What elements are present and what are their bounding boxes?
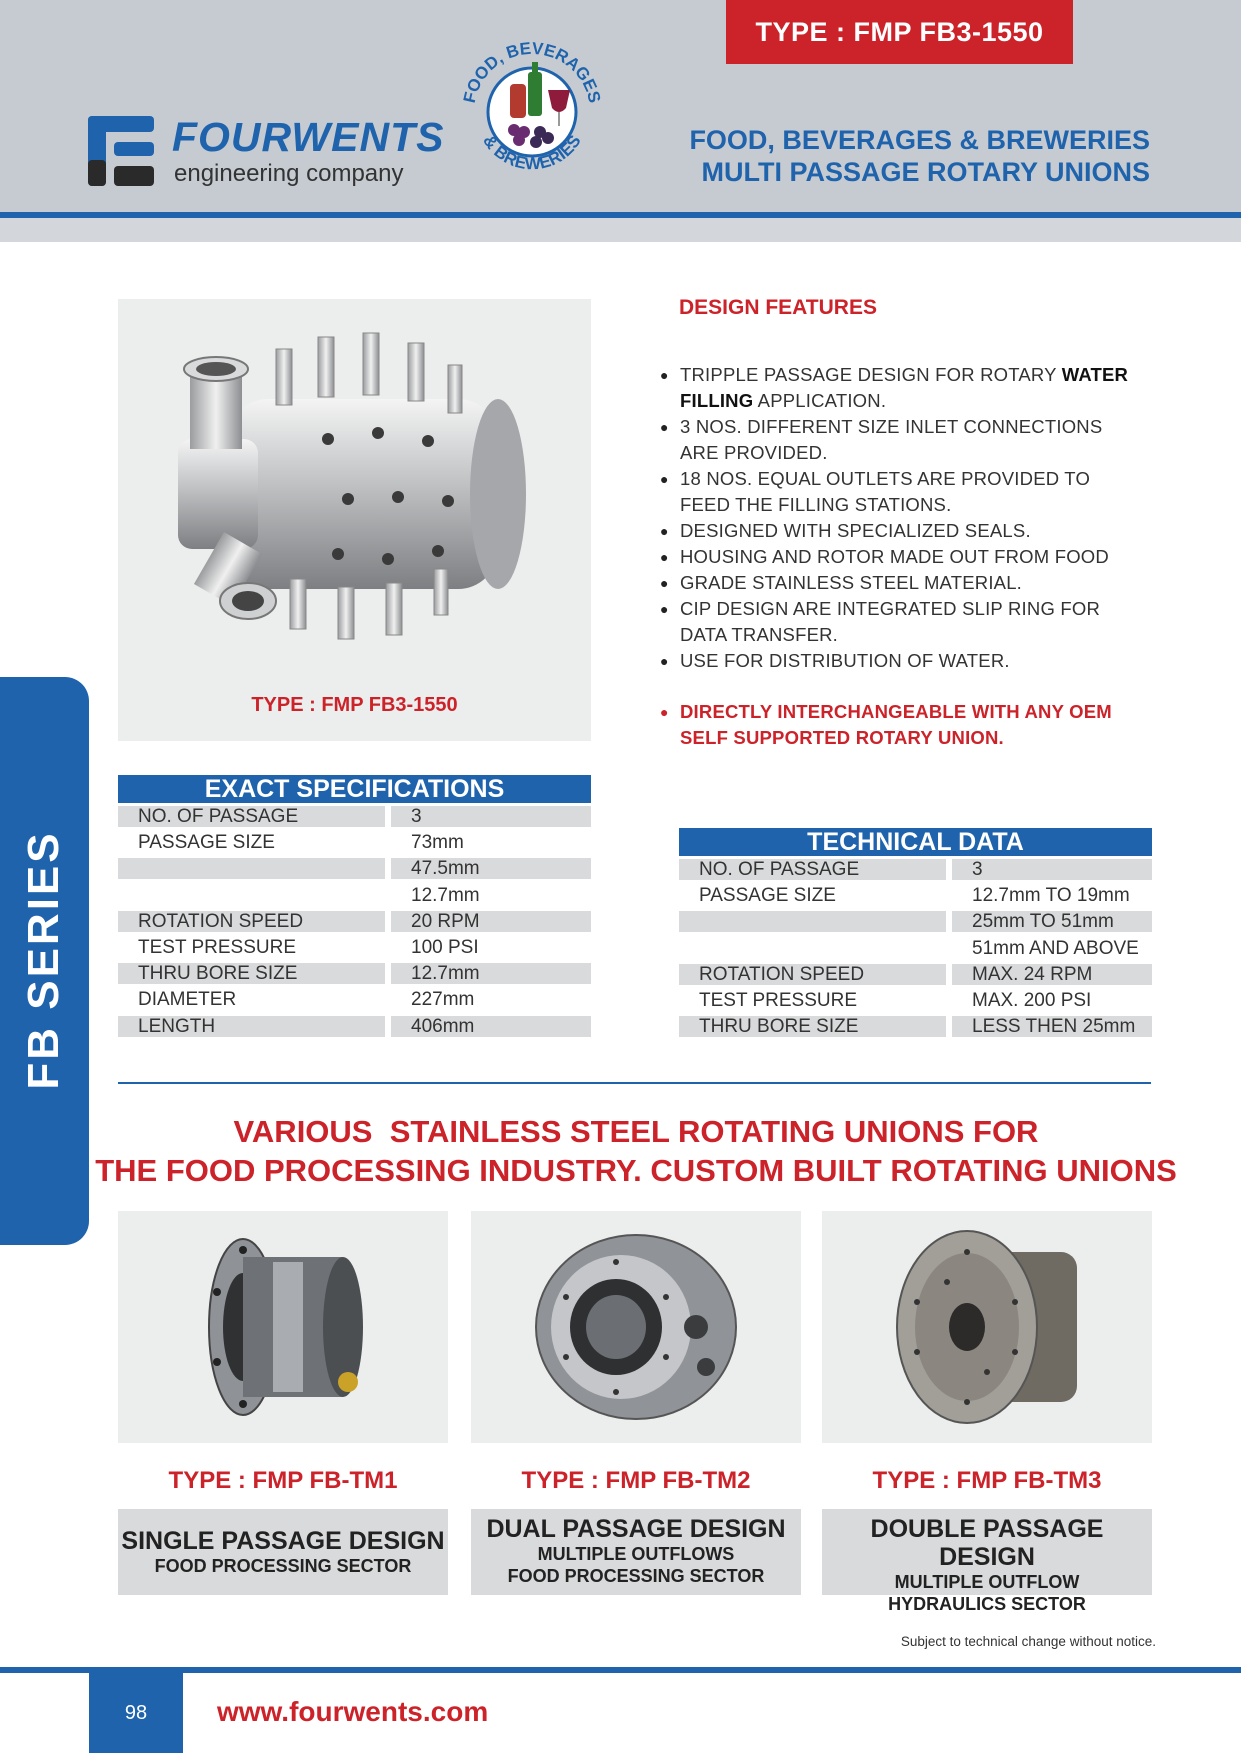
feature-item: ● TRIPPLE PASSAGE DESIGN FOR ROTARY WATER FILLING APPLICATION. (660, 362, 1140, 414)
product-photo (471, 1211, 801, 1443)
rotary-union-image (158, 329, 558, 669)
spec-row (118, 882, 591, 908)
product-type-label: TYPE : FMP FB-TM3 (872, 1467, 1102, 1494)
feature-item: ● HOUSING AND ROTOR MADE OUT FROM FOOD (660, 544, 1140, 570)
spec-value: 47.5mm (391, 858, 591, 879)
spec-label: THRU BORE SIZE (118, 963, 385, 984)
company-logo (88, 114, 445, 188)
spec-row (679, 961, 1152, 987)
feature-item: ● GRADE STAINLESS STEEL MATERIAL. (660, 570, 1140, 596)
spec-label: ROTATION SPEED (679, 964, 946, 985)
spec-row (679, 856, 1152, 882)
main-product-caption: TYPE : FMP FB3-1550 (251, 694, 458, 716)
page-number: 98 (89, 1673, 183, 1753)
feature-item: ● CIP DESIGN ARE INTEGRATED SLIP RING FOR DATA TRANSFER. (660, 596, 1140, 648)
technical-data-table (679, 828, 1152, 1039)
spec-label (679, 938, 946, 959)
various-heading-line1: VARIOUS STAINLESS STEEL ROTATING UNIONS FOR (233, 1114, 1039, 1149)
spec-row (118, 908, 591, 934)
header-title-line1: FOOD, BEVERAGES & BREWERIES (689, 125, 1150, 155)
product-outflow: MULTIPLE OUTFLOWS (537, 1544, 735, 1564)
spec-value: 100 PSI (411, 936, 479, 958)
spec-value: 51mm AND ABOVE (972, 937, 1139, 959)
spec-row (679, 882, 1152, 908)
product-photo (822, 1211, 1152, 1443)
spec-value: 406mm (391, 1016, 591, 1037)
spec-label: DIAMETER (138, 989, 237, 1011)
badge-top-text: FOOD, BEVERAGES (459, 38, 605, 105)
spec-value: 12.7mm (411, 884, 480, 906)
spec-value: 25mm TO 51mm (952, 911, 1152, 932)
spec-row (679, 908, 1152, 934)
spec-row (679, 1013, 1152, 1039)
spec-label: PASSAGE SIZE (138, 832, 275, 854)
spec-row (118, 960, 591, 986)
spec-label: ROTATION SPEED (118, 911, 385, 932)
main-product-panel (118, 299, 591, 741)
product-card-tm2 (471, 1211, 801, 1595)
spec-value: 73mm (411, 832, 464, 854)
product-design-title: SINGLE PASSAGE DESIGN (121, 1527, 445, 1555)
product-sector: HYDRAULICS SECTOR (888, 1594, 1086, 1614)
spec-row (118, 855, 591, 881)
product-design-title: DOUBLE PASSAGE DESIGN (870, 1515, 1104, 1571)
series-side-tab-label: FB SERIES (19, 830, 68, 1090)
badge-bottom-text: & BREWERIES (479, 131, 585, 174)
various-heading-line2: THE FOOD PROCESSING INDUSTRY. CUSTOM BUILT ROTATING UNIONS (95, 1153, 1177, 1188)
technical-data-title: TECHNICAL DATA (679, 828, 1152, 856)
logo-name: FOURWENTS (172, 114, 445, 160)
website-link[interactable]: www.fourwents.com (217, 1696, 489, 1727)
product-description-box (822, 1509, 1152, 1614)
header-title-line2: MULTI PASSAGE ROTARY UNIONS (701, 157, 1150, 187)
spec-value: 3 (391, 806, 591, 827)
spec-label: TEST PRESSURE (138, 936, 297, 958)
product-description-box (471, 1509, 801, 1595)
spec-label: NO. OF PASSAGE (118, 806, 385, 827)
feature-item: ● USE FOR DISTRIBUTION OF WATER. (660, 648, 1140, 674)
section-divider (118, 1082, 1151, 1084)
spec-value: MAX. 200 PSI (972, 989, 1092, 1011)
exact-specifications-table (118, 775, 591, 1039)
spec-row (118, 986, 591, 1012)
spec-label (679, 911, 946, 932)
spec-value: 12.7mm (391, 963, 591, 984)
double-passage-union-image (887, 1222, 1087, 1432)
type-banner: TYPE : FMP FB3-1550 (726, 0, 1073, 64)
feature-item: ● DESIGNED WITH SPECIALIZED SEALS. (660, 518, 1140, 544)
logo-subtitle: engineering company (174, 160, 404, 187)
spec-value: 20 RPM (391, 911, 591, 932)
food-beverages-badge-icon (452, 32, 612, 192)
spec-row (118, 1013, 591, 1039)
spec-value: LESS THEN 25mm (952, 1016, 1152, 1037)
logo-mark-icon (88, 116, 154, 186)
spec-value: MAX. 24 RPM (952, 964, 1152, 985)
product-type-label: TYPE : FMP FB-TM1 (168, 1467, 398, 1494)
product-card-tm3 (822, 1211, 1152, 1614)
header-title (630, 124, 1150, 188)
feature-item: ● 18 NOS. EQUAL OUTLETS ARE PROVIDED TO FEED THE FILLING STATIONS. (660, 466, 1140, 518)
spec-label (118, 858, 385, 879)
spec-label: THRU BORE SIZE (679, 1016, 946, 1037)
dual-passage-union-image (526, 1227, 746, 1427)
spec-value: 12.7mm TO 19mm (972, 885, 1130, 907)
spec-label: TEST PRESSURE (699, 989, 858, 1011)
exact-specifications-title: EXACT SPECIFICATIONS (118, 775, 591, 803)
spec-label (118, 885, 385, 906)
spec-value: 227mm (411, 989, 475, 1011)
design-features-heading: DESIGN FEATURES (679, 296, 877, 319)
spec-label: PASSAGE SIZE (699, 885, 836, 907)
spec-row (118, 803, 591, 829)
design-features-list (660, 362, 1140, 751)
product-type-label: TYPE : FMP FB-TM2 (521, 1467, 751, 1494)
spec-label: NO. OF PASSAGE (679, 859, 946, 880)
feature-item: ● 3 NOS. DIFFERENT SIZE INLET CONNECTIONS ARE PROVIDED. (660, 414, 1140, 466)
header-band (0, 218, 1241, 242)
product-sector: FOOD PROCESSING SECTOR (154, 1556, 412, 1576)
page-footer (0, 1673, 1241, 1753)
product-card-tm1 (118, 1211, 448, 1595)
product-design-title: DUAL PASSAGE DESIGN (486, 1515, 786, 1543)
spec-row (118, 829, 591, 855)
spec-label: LENGTH (118, 1016, 385, 1037)
spec-row (679, 987, 1152, 1013)
interchangeable-note: ● DIRECTLY INTERCHANGEABLE WITH ANY OEM SELF SUPPORTED ROTARY UNION. (660, 699, 1140, 751)
product-photo (118, 1211, 448, 1443)
spec-row (118, 934, 591, 960)
various-unions-heading (0, 1112, 1241, 1190)
disclaimer-text: Subject to technical change without notice. (900, 1634, 1156, 1649)
spec-value: 3 (952, 859, 1152, 880)
single-passage-union-image (183, 1232, 383, 1422)
product-outflow: MULTIPLE OUTFLOW (894, 1572, 1080, 1592)
product-description-box (118, 1509, 448, 1595)
spec-row (679, 935, 1152, 961)
product-sector: FOOD PROCESSING SECTOR (507, 1566, 765, 1586)
